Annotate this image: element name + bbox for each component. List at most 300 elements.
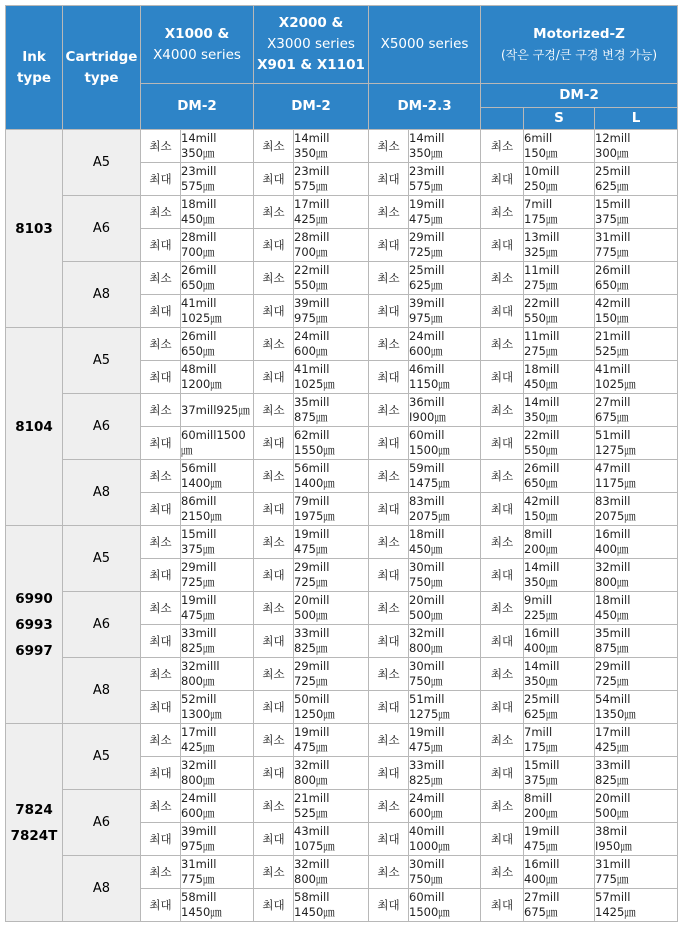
value-micron: 500㎛ xyxy=(294,608,328,622)
value-micron: 600㎛ xyxy=(409,806,443,820)
value-mill: 33mill xyxy=(294,626,330,640)
value-micron: 400㎛ xyxy=(524,641,558,655)
cartridge-type-header-line2: type xyxy=(84,69,119,86)
value-micron: 575㎛ xyxy=(181,179,215,193)
value-micron: 1450㎛ xyxy=(294,905,335,919)
thickness-value-cell xyxy=(409,493,481,526)
min-label: 최소 xyxy=(254,658,294,691)
thickness-value-cell xyxy=(524,196,595,229)
cartridge-type-cell: A8 xyxy=(63,262,141,328)
value-mill: 8mill xyxy=(524,791,553,805)
table-row xyxy=(6,262,678,295)
value-micron: 625㎛ xyxy=(409,278,443,292)
ink-type-label: 6997 xyxy=(15,642,53,659)
max-label: 최대 xyxy=(141,493,181,526)
thickness-value-cell xyxy=(595,790,678,823)
value-mill: 24mill xyxy=(409,791,445,805)
value-micron: 825㎛ xyxy=(294,641,328,655)
thickness-value-cell xyxy=(595,460,678,493)
value-micron: 1025㎛ xyxy=(595,377,636,391)
dm-header-x1000: DM-2 xyxy=(141,84,254,130)
value-micron: 350㎛ xyxy=(524,410,558,424)
min-label: 최소 xyxy=(481,856,524,889)
value-mill: 30mill xyxy=(409,857,445,871)
thickness-value-cell xyxy=(181,526,254,559)
max-label: 최대 xyxy=(254,757,294,790)
value-micron: 725㎛ xyxy=(294,575,328,589)
value-mill: 46mill xyxy=(409,362,445,376)
value-mill: 35mill xyxy=(595,626,631,640)
value-mill: 15mill xyxy=(181,527,217,541)
min-label: 최소 xyxy=(369,328,409,361)
thickness-value-cell xyxy=(595,592,678,625)
thickness-value-cell xyxy=(181,856,254,889)
value-mill: 31mill xyxy=(595,230,631,244)
thickness-value-cell xyxy=(181,229,254,262)
value-mill: 51mill xyxy=(409,692,445,706)
min-label: 최소 xyxy=(141,592,181,625)
thickness-value-cell xyxy=(294,658,369,691)
value-mill: 39mill xyxy=(409,296,445,310)
value-micron: 1275㎛ xyxy=(409,707,450,721)
max-label: 최대 xyxy=(254,559,294,592)
printer-header-line: X5000 series xyxy=(380,36,469,52)
thickness-value-cell xyxy=(595,724,678,757)
value-micron: 325㎛ xyxy=(524,245,558,259)
value-mill: 22mill xyxy=(294,263,330,277)
value-micron: 650㎛ xyxy=(595,278,629,292)
value-micron: 700㎛ xyxy=(181,245,215,259)
value-mill: 19mill xyxy=(409,725,445,739)
value-mill: 56mill xyxy=(181,461,217,475)
value-micron: 625㎛ xyxy=(524,707,558,721)
value-micron: 750㎛ xyxy=(409,872,443,886)
thickness-value-cell xyxy=(524,229,595,262)
min-label: 최소 xyxy=(369,394,409,427)
value-micron: 575㎛ xyxy=(294,179,328,193)
ink-type-header xyxy=(6,6,63,130)
dm-header-x2000: DM-2 xyxy=(254,84,369,130)
max-label: 최대 xyxy=(141,823,181,856)
value-mill: 57mill xyxy=(595,890,631,904)
value-mill: 25mill xyxy=(595,164,631,178)
value-micron: 475㎛ xyxy=(409,740,443,754)
cartridge-type-header xyxy=(63,6,141,130)
value-mill: 15mill xyxy=(595,197,631,211)
thickness-value-cell xyxy=(294,526,369,559)
thickness-value-cell xyxy=(294,163,369,196)
value-mill: 26mill xyxy=(181,329,217,343)
value-micron: 1200㎛ xyxy=(181,377,222,391)
value-mill: 43mill xyxy=(294,824,330,838)
printer-header-line: X4000 series xyxy=(153,46,241,63)
thickness-value-cell xyxy=(409,427,481,460)
max-label: 최대 xyxy=(141,757,181,790)
min-label: 최소 xyxy=(254,790,294,823)
value-micron: 150㎛ xyxy=(524,146,558,160)
value-micron: 675㎛ xyxy=(595,410,629,424)
thickness-value-cell xyxy=(524,493,595,526)
value-micron: 175㎛ xyxy=(524,212,558,226)
max-label: 최대 xyxy=(369,757,409,790)
thickness-value-cell xyxy=(524,856,595,889)
value-micron: 575㎛ xyxy=(409,179,443,193)
thickness-value-cell xyxy=(181,757,254,790)
thickness-value-cell xyxy=(181,625,254,658)
value-mill: 62mill xyxy=(294,428,330,442)
printer-header-x2000 xyxy=(254,6,369,84)
min-label: 최소 xyxy=(141,658,181,691)
value-micron: 600㎛ xyxy=(294,344,328,358)
min-label: 최소 xyxy=(141,262,181,295)
ink-type-label: 8103 xyxy=(15,220,53,237)
value-micron: 975㎛ xyxy=(181,839,215,853)
value-mill: 39mill xyxy=(294,296,330,310)
motorized-l-header: L xyxy=(595,108,678,130)
ink-type-label: 7824T xyxy=(10,827,58,844)
value-micron: 275㎛ xyxy=(524,278,558,292)
value-mill: 32mill xyxy=(294,857,330,871)
value-mill: 79mill xyxy=(294,494,330,508)
min-label: 최소 xyxy=(141,526,181,559)
thickness-value-cell xyxy=(294,262,369,295)
value-micron: 750㎛ xyxy=(409,575,443,589)
value-micron: 2075㎛ xyxy=(409,509,450,523)
thickness-value-cell xyxy=(595,691,678,724)
value-mill: 21mill xyxy=(294,791,330,805)
thickness-value-cell xyxy=(294,889,369,922)
value-micron: 700㎛ xyxy=(294,245,328,259)
value-mill: 17mill xyxy=(294,197,330,211)
value-micron: 550㎛ xyxy=(524,311,558,325)
max-label: 최대 xyxy=(254,427,294,460)
cartridge-type-cell: A6 xyxy=(63,790,141,856)
value-micron: 550㎛ xyxy=(524,443,558,457)
value-mill: 41mill xyxy=(294,362,330,376)
value-mill: 52mill xyxy=(181,692,217,706)
ink-type-label: 6993 xyxy=(15,616,53,633)
motorized-blank-header xyxy=(481,108,524,130)
value-micron: 1150㎛ xyxy=(409,377,450,391)
value-mill: 27mill xyxy=(524,890,560,904)
min-label: 최소 xyxy=(369,130,409,163)
value-micron: 825㎛ xyxy=(595,773,629,787)
thickness-value-cell xyxy=(409,592,481,625)
value-mill: 14mill xyxy=(181,131,217,145)
value-micron: 350㎛ xyxy=(409,146,443,160)
thickness-value-cell xyxy=(181,691,254,724)
value-mill: 19mill xyxy=(524,824,560,838)
value-mill: 29mill xyxy=(294,659,330,673)
ink-type-header-line2: type xyxy=(16,69,52,86)
thickness-value-cell xyxy=(294,823,369,856)
thickness-value-cell xyxy=(294,691,369,724)
thickness-value-cell xyxy=(409,757,481,790)
value-mill: 14mill xyxy=(524,395,560,409)
thickness-value-cell xyxy=(524,658,595,691)
value-micron: 1300㎛ xyxy=(181,707,222,721)
min-label: 최소 xyxy=(369,724,409,757)
table-row xyxy=(6,394,678,427)
thickness-value-cell xyxy=(524,592,595,625)
value-mill: 20mill xyxy=(595,791,631,805)
max-label: 최대 xyxy=(141,625,181,658)
value-mill: 6mill xyxy=(524,131,553,145)
value-mill: 18mill xyxy=(595,593,631,607)
thickness-value-cell xyxy=(294,394,369,427)
cartridge-type-cell: A5 xyxy=(63,328,141,394)
value-micron: 1275㎛ xyxy=(595,443,636,457)
printer-header-x5000 xyxy=(369,6,481,84)
min-label: 최소 xyxy=(254,724,294,757)
max-label: 최대 xyxy=(141,361,181,394)
min-label: 최소 xyxy=(141,460,181,493)
thickness-value-cell xyxy=(595,823,678,856)
ink-type-cell xyxy=(6,724,63,922)
thickness-value-cell xyxy=(181,460,254,493)
thickness-value-cell xyxy=(294,724,369,757)
value-micron: 425㎛ xyxy=(294,212,328,226)
value-micron: 450㎛ xyxy=(595,608,629,622)
min-label: 최소 xyxy=(369,658,409,691)
value-mill: 37mill925㎛ xyxy=(181,402,250,417)
max-label: 최대 xyxy=(141,163,181,196)
value-mill: 38mil xyxy=(595,824,628,838)
value-micron: 475㎛ xyxy=(294,740,328,754)
motorized-z-header xyxy=(481,6,678,84)
thickness-value-cell xyxy=(294,427,369,460)
thickness-value-cell xyxy=(181,592,254,625)
max-label: 최대 xyxy=(369,691,409,724)
value-mill: 7mill xyxy=(524,197,553,211)
value-mill: 58mill xyxy=(181,890,217,904)
thickness-value-cell xyxy=(595,295,678,328)
value-mill: 33mill xyxy=(409,758,445,772)
max-label: 최대 xyxy=(481,889,524,922)
thickness-value-cell xyxy=(595,625,678,658)
value-mill: 20mill xyxy=(409,593,445,607)
thickness-value-cell xyxy=(294,559,369,592)
thickness-value-cell xyxy=(409,196,481,229)
max-label: 최대 xyxy=(141,559,181,592)
cartridge-type-cell: A6 xyxy=(63,196,141,262)
thickness-value-cell xyxy=(181,163,254,196)
value-micron: 1075㎛ xyxy=(294,839,335,853)
thickness-value-cell xyxy=(524,823,595,856)
value-mill: 19mill xyxy=(181,593,217,607)
value-micron: 825㎛ xyxy=(181,641,215,655)
cartridge-type-cell: A8 xyxy=(63,658,141,724)
table-row xyxy=(6,592,678,625)
motorized-z-subtitle: (작은 구경/큰 구경 변경 가능) xyxy=(500,47,658,62)
thickness-value-cell xyxy=(294,790,369,823)
thickness-value-cell xyxy=(294,460,369,493)
thickness-value-cell xyxy=(294,592,369,625)
thickness-value-cell xyxy=(294,625,369,658)
max-label: 최대 xyxy=(254,889,294,922)
value-mill: 12mill xyxy=(595,131,631,145)
motorized-s-header: S xyxy=(524,108,595,130)
value-micron: 975㎛ xyxy=(409,311,443,325)
value-mill: 23mill xyxy=(294,164,330,178)
min-label: 최소 xyxy=(254,856,294,889)
thickness-value-cell xyxy=(524,526,595,559)
value-micron: 800㎛ xyxy=(181,773,215,787)
value-mill: 19mill xyxy=(409,197,445,211)
thickness-value-cell xyxy=(409,823,481,856)
value-micron: 450㎛ xyxy=(181,212,215,226)
max-label: 최대 xyxy=(481,559,524,592)
thickness-value-cell xyxy=(524,790,595,823)
value-mill: 23mill xyxy=(181,164,217,178)
thickness-value-cell xyxy=(409,328,481,361)
value-mill: 41mill xyxy=(181,296,217,310)
thickness-value-cell xyxy=(409,691,481,724)
ink-type-cell xyxy=(6,328,63,526)
min-label: 최소 xyxy=(369,460,409,493)
value-mill: 15mill xyxy=(524,758,560,772)
value-micron: 1450㎛ xyxy=(181,905,222,919)
value-micron: 1250㎛ xyxy=(294,707,335,721)
value-micron: 625㎛ xyxy=(595,179,629,193)
value-micron: 550㎛ xyxy=(294,278,328,292)
thickness-value-cell xyxy=(595,493,678,526)
value-micron: 1400㎛ xyxy=(294,476,335,490)
value-micron: 675㎛ xyxy=(524,905,558,919)
thickness-value-cell xyxy=(294,856,369,889)
value-mill: 60mill xyxy=(409,890,445,904)
thickness-value-cell xyxy=(409,460,481,493)
value-mill: 24mill xyxy=(409,329,445,343)
value-micron: 1500㎛ xyxy=(409,905,450,919)
dm-header-motorized: DM-2 xyxy=(481,84,678,108)
min-label: 최소 xyxy=(369,526,409,559)
value-micron: 475㎛ xyxy=(181,608,215,622)
value-micron: 775㎛ xyxy=(181,872,215,886)
min-label: 최소 xyxy=(481,262,524,295)
value-micron: 1500㎛ xyxy=(409,443,450,457)
value-mill: 19mill xyxy=(294,725,330,739)
value-mill: 26mill xyxy=(595,263,631,277)
value-mill: 56mill xyxy=(294,461,330,475)
dm-header-x5000: DM-2.3 xyxy=(369,84,481,130)
printer-header-x1000 xyxy=(141,6,254,84)
max-label: 최대 xyxy=(369,493,409,526)
value-micron: 2150㎛ xyxy=(181,509,222,523)
value-mill: 31mill xyxy=(595,857,631,871)
value-mill: 42mill xyxy=(595,296,631,310)
cartridge-type-cell: A8 xyxy=(63,460,141,526)
cartridge-type-cell: A6 xyxy=(63,592,141,658)
value-mill: 18mill xyxy=(524,362,560,376)
min-label: 최소 xyxy=(254,328,294,361)
thickness-value-cell xyxy=(294,361,369,394)
value-micron: 300㎛ xyxy=(595,146,629,160)
max-label: 최대 xyxy=(369,229,409,262)
max-label: 최대 xyxy=(254,625,294,658)
max-label: 최대 xyxy=(141,889,181,922)
cartridge-type-cell: A5 xyxy=(63,724,141,790)
value-mill: 7mill xyxy=(524,725,553,739)
thickness-value-cell xyxy=(181,559,254,592)
value-micron: 475㎛ xyxy=(294,542,328,556)
thickness-value-cell xyxy=(595,856,678,889)
value-mill: 32mill xyxy=(181,758,217,772)
thickness-value-cell xyxy=(595,361,678,394)
max-label: 최대 xyxy=(481,427,524,460)
thickness-value-cell xyxy=(595,163,678,196)
value-mill: 27mill xyxy=(595,395,631,409)
value-mill: 32mill xyxy=(595,560,631,574)
value-mill: 39mill xyxy=(181,824,217,838)
value-mill: 51mill xyxy=(595,428,631,442)
thickness-value-cell xyxy=(181,262,254,295)
value-micron: 475㎛ xyxy=(409,212,443,226)
value-mill: 36mill xyxy=(409,395,445,409)
value-micron: 875㎛ xyxy=(294,410,328,424)
max-label: 최대 xyxy=(141,229,181,262)
thickness-value-cell xyxy=(524,328,595,361)
value-micron: 800㎛ xyxy=(595,575,629,589)
value-mill: 13mill xyxy=(524,230,560,244)
thickness-value-cell xyxy=(181,493,254,526)
min-label: 최소 xyxy=(141,196,181,229)
min-label: 최소 xyxy=(141,328,181,361)
value-mill: 14mill xyxy=(524,659,560,673)
value-mill: 11mill xyxy=(524,329,560,343)
max-label: 최대 xyxy=(254,691,294,724)
value-mill: 24mill xyxy=(181,791,217,805)
ink-type-header-line1: Ink xyxy=(22,48,46,65)
thickness-value-cell xyxy=(294,229,369,262)
value-micron: 500㎛ xyxy=(595,806,629,820)
min-label: 최소 xyxy=(481,526,524,559)
value-mill: 10mill xyxy=(524,164,560,178)
table-row xyxy=(6,856,678,889)
value-micron: 800㎛ xyxy=(294,773,328,787)
printer-header-line: X2000 & xyxy=(278,15,344,31)
thickness-value-cell xyxy=(409,790,481,823)
max-label: 최대 xyxy=(481,229,524,262)
thickness-value-cell xyxy=(524,427,595,460)
value-micron: 725㎛ xyxy=(181,575,215,589)
thickness-value-cell xyxy=(409,625,481,658)
thickness-value-cell xyxy=(409,262,481,295)
value-mill: 59mill xyxy=(409,461,445,475)
min-label: 최소 xyxy=(141,790,181,823)
thickness-value-cell xyxy=(524,889,595,922)
thickness-value-cell xyxy=(524,625,595,658)
max-label: 최대 xyxy=(481,493,524,526)
thickness-value-cell xyxy=(409,361,481,394)
value-mill: 22mill xyxy=(524,428,560,442)
value-mill: 42mill xyxy=(524,494,560,508)
max-label: 최대 xyxy=(369,295,409,328)
max-label: 최대 xyxy=(481,823,524,856)
value-micron: 750㎛ xyxy=(409,674,443,688)
thickness-value-cell xyxy=(524,394,595,427)
value-micron: 1350㎛ xyxy=(595,707,636,721)
ink-type-label: 7824 xyxy=(15,801,53,818)
printer-header-line: X3000 series xyxy=(267,36,355,52)
value-micron: I950㎛ xyxy=(595,839,632,853)
thickness-value-cell xyxy=(409,856,481,889)
cartridge-type-cell: A8 xyxy=(63,856,141,922)
value-mill: 58mill xyxy=(294,890,330,904)
thickness-value-cell xyxy=(524,361,595,394)
table-row xyxy=(6,724,678,757)
min-label: 최소 xyxy=(481,130,524,163)
